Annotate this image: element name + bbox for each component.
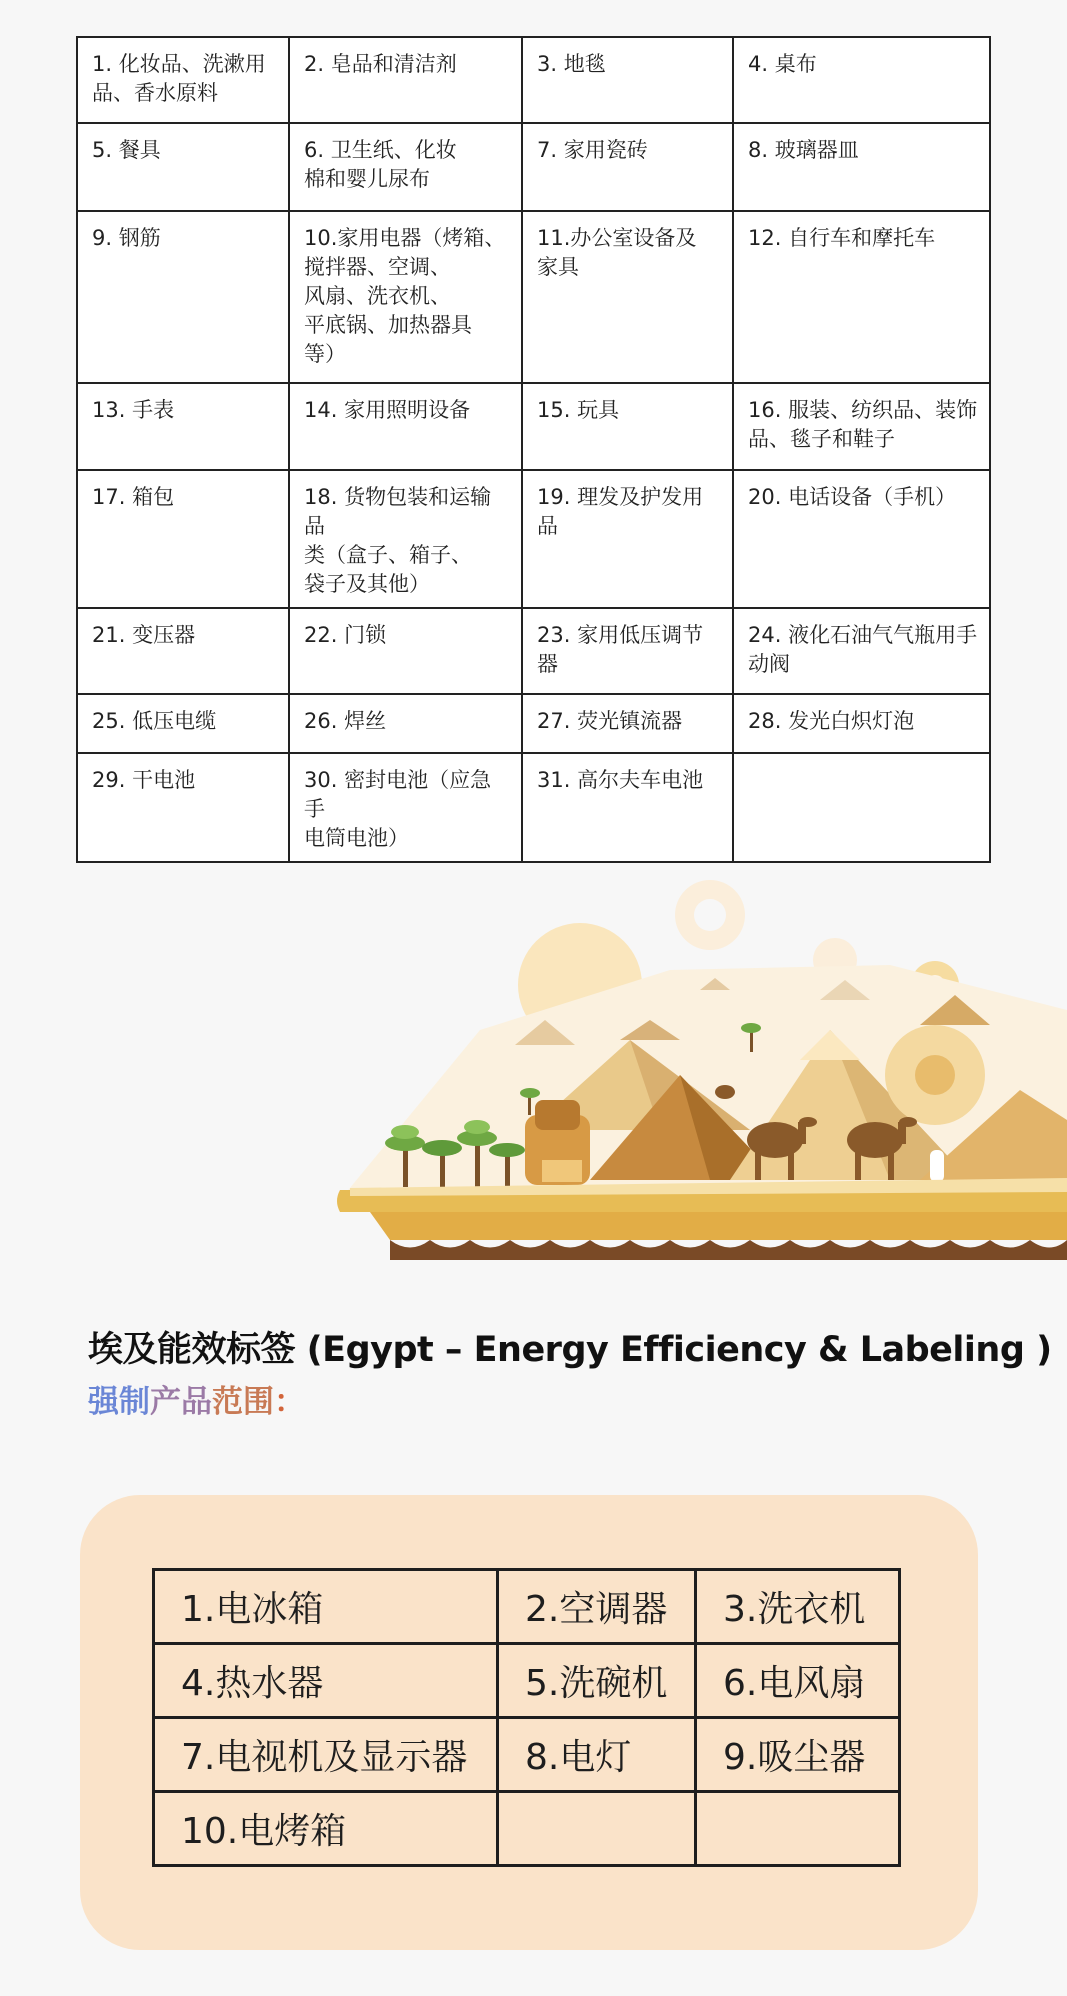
scope-subtitle-part: 产品 <box>150 1384 212 1420</box>
scope-subtitle <box>88 1376 305 1421</box>
scope-subtitle-part: ： <box>274 1384 305 1420</box>
table-cell <box>696 1792 900 1866</box>
table-cell: 24. 液化石油气气瓶用手 动阀 <box>733 608 990 694</box>
table-cell: 5. 餐具 <box>77 123 289 211</box>
table-cell: 18. 货物包装和运输品 类（盒子、箱子、 袋子及其他） <box>289 470 522 608</box>
table-cell: 3. 地毯 <box>522 37 733 123</box>
table-row <box>77 608 990 694</box>
table-cell: 7.电视机及显示器 <box>154 1718 498 1792</box>
table-cell <box>733 753 990 862</box>
table-cell: 10.家用电器（烤箱、 搅拌器、空调、 风扇、洗衣机、 平底锅、加热器具 等） <box>289 211 522 383</box>
table-row <box>77 694 990 753</box>
table-row <box>77 383 990 470</box>
table-cell: 6. 卫生纸、化妆 棉和婴儿尿布 <box>289 123 522 211</box>
table-cell: 31. 高尔夫车电池 <box>522 753 733 862</box>
table-cell: 4. 桌布 <box>733 37 990 123</box>
table-cell: 2. 皂品和清洁剂 <box>289 37 522 123</box>
person-icon <box>930 1150 944 1182</box>
table-cell: 8. 玻璃器皿 <box>733 123 990 211</box>
table-cell: 27. 荧光镇流器 <box>522 694 733 753</box>
table-cell: 29. 干电池 <box>77 753 289 862</box>
table-row <box>154 1792 900 1866</box>
table-cell: 3.洗衣机 <box>696 1570 900 1644</box>
efficiency-products-table <box>152 1568 901 1867</box>
product-table <box>76 36 991 863</box>
table-cell: 5.洗碗机 <box>498 1644 696 1718</box>
table-cell: 23. 家用低压调节器 <box>522 608 733 694</box>
table-cell: 7. 家用瓷砖 <box>522 123 733 211</box>
table-cell: 28. 发光白炽灯泡 <box>733 694 990 753</box>
table-cell: 2.空调器 <box>498 1570 696 1644</box>
table-cell: 20. 电话设备（手机） <box>733 470 990 608</box>
table-cell: 10.电烤箱 <box>154 1792 498 1866</box>
table-cell: 21. 变压器 <box>77 608 289 694</box>
table-cell <box>498 1792 696 1866</box>
table-cell: 4.热水器 <box>154 1644 498 1718</box>
table-cell: 14. 家用照明设备 <box>289 383 522 470</box>
scope-subtitle-part: 范围 <box>212 1384 274 1420</box>
table-row <box>77 37 990 123</box>
table-cell: 15. 玩具 <box>522 383 733 470</box>
table-cell: 19. 理发及护发用品 <box>522 470 733 608</box>
table-cell: 13. 手表 <box>77 383 289 470</box>
table-cell: 9.吸尘器 <box>696 1718 900 1792</box>
table-cell: 26. 焊丝 <box>289 694 522 753</box>
table-cell: 12. 自行车和摩托车 <box>733 211 990 383</box>
table-row <box>154 1644 900 1718</box>
table-cell: 1. 化妆品、洗漱用 品、香水原料 <box>77 37 289 123</box>
table-cell: 30. 密封电池（应急手 电筒电池） <box>289 753 522 862</box>
table-row <box>77 211 990 383</box>
section-title: 埃及能效标签 (Egypt – Energy Efficiency & Labeling ) <box>88 1330 1052 1370</box>
table-cell: 16. 服装、纺织品、装饰 品、毯子和鞋子 <box>733 383 990 470</box>
table-cell: 11.办公室设备及 家具 <box>522 211 733 383</box>
table-row <box>77 470 990 608</box>
table-cell: 6.电风扇 <box>696 1644 900 1718</box>
table-cell: 1.电冰箱 <box>154 1570 498 1644</box>
table-row <box>154 1718 900 1792</box>
egypt-pyramids-illustration <box>330 860 1067 1280</box>
table-cell: 22. 门锁 <box>289 608 522 694</box>
table-cell: 9. 钢筋 <box>77 211 289 383</box>
table-cell: 25. 低压电缆 <box>77 694 289 753</box>
table-row <box>77 753 990 862</box>
scope-subtitle-part: 强制 <box>88 1384 150 1420</box>
table-row <box>77 123 990 211</box>
table-row <box>154 1570 900 1644</box>
table-cell: 8.电灯 <box>498 1718 696 1792</box>
table-cell: 17. 箱包 <box>77 470 289 608</box>
